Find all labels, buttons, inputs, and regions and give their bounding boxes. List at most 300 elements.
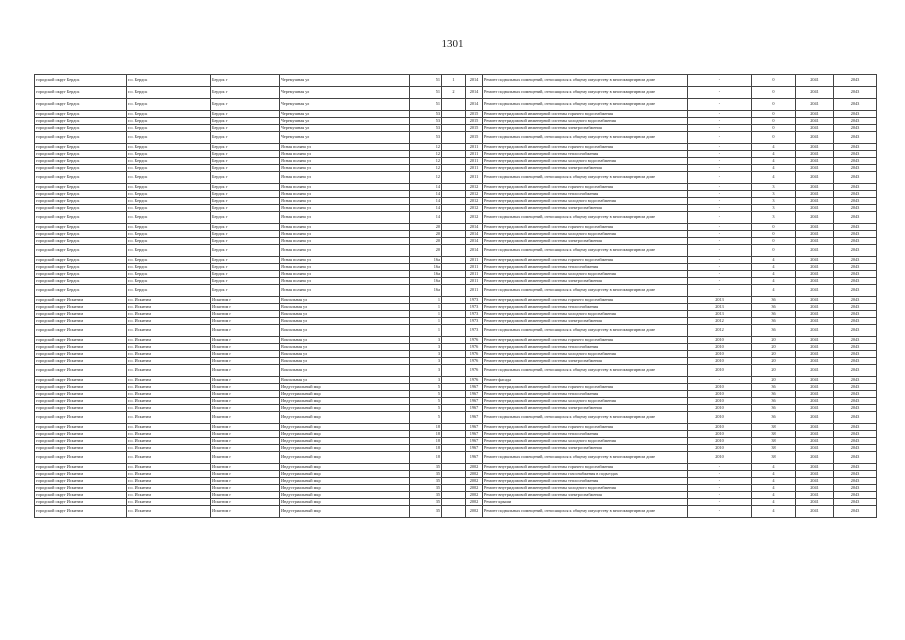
locality-cell: Искитим г: [211, 325, 280, 337]
locality-cell: Бердск г: [211, 264, 280, 271]
house-number-cell: 53: [410, 111, 442, 118]
building-cell: [442, 351, 466, 358]
municipality-cell: г.о. Искитим: [127, 485, 211, 492]
street-cell: Ясная поляна ул: [280, 191, 410, 198]
amount-cell: 4: [752, 285, 796, 297]
municipality-cell: г.о. Бердск: [127, 111, 211, 118]
last-repair-cell: -: [688, 132, 752, 144]
municipality-cell: г.о. Искитим: [127, 325, 211, 337]
locality-cell: Бердск г: [211, 132, 280, 144]
district-cell: городской округ Бердск: [35, 99, 127, 111]
locality-cell: Искитим г: [211, 304, 280, 311]
district-cell: городской округ Искитим: [35, 431, 127, 438]
locality-cell: Искитим г: [211, 464, 280, 471]
start-year-cell: 2041: [796, 271, 834, 278]
municipality-cell: г.о. Искитим: [127, 384, 211, 391]
table-row: [35, 412, 877, 424]
end-year-cell: 2043: [834, 151, 877, 158]
house-number-cell: 35: [410, 478, 442, 485]
amount-cell: 4: [752, 158, 796, 165]
end-year-cell: 2043: [834, 238, 877, 245]
work-type-cell: Ремонт внутридомовой инженерной системы электроснабжения: [483, 492, 688, 499]
municipality-cell: г.о. Искитим: [127, 318, 211, 325]
last-repair-cell: -: [688, 238, 752, 245]
building-cell: [442, 224, 466, 231]
building-cell: [442, 125, 466, 132]
house-number-cell: 16а: [410, 257, 442, 264]
last-repair-cell: -: [688, 75, 752, 87]
start-year-cell: 2041: [796, 478, 834, 485]
street-cell: Вокзальная ул: [280, 377, 410, 384]
year-built-cell: 1973: [466, 318, 483, 325]
start-year-cell: 2041: [796, 245, 834, 257]
table-row: [35, 245, 877, 257]
amount-cell: 0: [752, 132, 796, 144]
table-row: [35, 485, 877, 492]
municipality-cell: г.о. Искитим: [127, 478, 211, 485]
district-cell: городской округ Искитим: [35, 445, 127, 452]
year-built-cell: 1976: [466, 377, 483, 384]
work-type-cell: Ремонт подвальных помещений, относящихся к общему имуществу в многоквартирном доме: [483, 87, 688, 99]
municipality-cell: г.о. Бердск: [127, 224, 211, 231]
district-cell: городской округ Искитим: [35, 398, 127, 405]
capital-repair-table: [34, 74, 877, 518]
locality-cell: Искитим г: [211, 431, 280, 438]
end-year-cell: 2043: [834, 398, 877, 405]
locality-cell: Бердск г: [211, 111, 280, 118]
building-cell: [442, 492, 466, 499]
table-row: [35, 304, 877, 311]
district-cell: городской округ Искитим: [35, 485, 127, 492]
building-cell: 2: [442, 87, 466, 99]
building-cell: [442, 151, 466, 158]
street-cell: Вокзальная ул: [280, 318, 410, 325]
work-type-cell: Ремонт подвальных помещений, относящихся к общему имуществу в многоквартирном доме: [483, 506, 688, 518]
work-type-cell: Ремонт фасада: [483, 377, 688, 384]
last-repair-cell: 2010: [688, 344, 752, 351]
locality-cell: Бердск г: [211, 75, 280, 87]
district-cell: городской округ Бердск: [35, 151, 127, 158]
end-year-cell: 2043: [834, 205, 877, 212]
year-built-cell: 2011: [466, 151, 483, 158]
house-number-cell: 12: [410, 158, 442, 165]
end-year-cell: 2043: [834, 191, 877, 198]
start-year-cell: 2041: [796, 111, 834, 118]
house-number-cell: 1: [410, 318, 442, 325]
amount-cell: 3: [752, 205, 796, 212]
work-type-cell: Ремонт внутридомовой инженерной системы горячего водоснабжения: [483, 184, 688, 191]
end-year-cell: 2043: [834, 405, 877, 412]
house-number-cell: 5: [410, 398, 442, 405]
municipality-cell: г.о. Бердск: [127, 191, 211, 198]
building-cell: [442, 191, 466, 198]
work-type-cell: Ремонт внутридомовой инженерной системы электроснабжения: [483, 318, 688, 325]
locality-cell: Искитим г: [211, 391, 280, 398]
amount-cell: 3: [752, 212, 796, 224]
start-year-cell: 2041: [796, 492, 834, 499]
municipality-cell: г.о. Искитим: [127, 358, 211, 365]
end-year-cell: 2043: [834, 377, 877, 384]
year-built-cell: 1967: [466, 398, 483, 405]
building-cell: [442, 198, 466, 205]
street-cell: Ясная поляна ул: [280, 184, 410, 191]
amount-cell: 4: [752, 165, 796, 172]
locality-cell: Искитим г: [211, 478, 280, 485]
house-number-cell: 12: [410, 151, 442, 158]
municipality-cell: г.о. Искитим: [127, 344, 211, 351]
locality-cell: Искитим г: [211, 471, 280, 478]
end-year-cell: 2043: [834, 87, 877, 99]
work-type-cell: Ремонт крыши: [483, 499, 688, 506]
locality-cell: Бердск г: [211, 231, 280, 238]
end-year-cell: 2043: [834, 391, 877, 398]
start-year-cell: 2041: [796, 224, 834, 231]
year-built-cell: 2011: [466, 285, 483, 297]
house-number-cell: 12: [410, 172, 442, 184]
street-cell: Индустриальный мкр: [280, 499, 410, 506]
year-built-cell: 1967: [466, 424, 483, 431]
work-type-cell: Ремонт внутридомовой инженерной системы электроснабжения: [483, 125, 688, 132]
locality-cell: Бердск г: [211, 224, 280, 231]
work-type-cell: Ремонт внутридомовой инженерной системы горячего водоснабжения: [483, 464, 688, 471]
last-repair-cell: -: [688, 212, 752, 224]
municipality-cell: г.о. Бердск: [127, 278, 211, 285]
table-row: [35, 87, 877, 99]
table-row: [35, 264, 877, 271]
start-year-cell: 2041: [796, 212, 834, 224]
end-year-cell: 2043: [834, 478, 877, 485]
municipality-cell: г.о. Искитим: [127, 438, 211, 445]
locality-cell: Искитим г: [211, 452, 280, 464]
year-built-cell: 2002: [466, 492, 483, 499]
start-year-cell: 2041: [796, 311, 834, 318]
municipality-cell: г.о. Бердск: [127, 257, 211, 264]
locality-cell: Бердск г: [211, 212, 280, 224]
house-number-cell: 14: [410, 198, 442, 205]
house-number-cell: 18: [410, 424, 442, 431]
year-built-cell: 2011: [466, 278, 483, 285]
district-cell: городской округ Искитим: [35, 318, 127, 325]
amount-cell: 4: [752, 464, 796, 471]
end-year-cell: 2043: [834, 471, 877, 478]
amount-cell: 4: [752, 471, 796, 478]
amount-cell: 3: [752, 191, 796, 198]
year-built-cell: 2011: [466, 144, 483, 151]
work-type-cell: Ремонт внутридомовой инженерной системы электроснабжения: [483, 205, 688, 212]
building-cell: [442, 285, 466, 297]
district-cell: городской округ Бердск: [35, 75, 127, 87]
district-cell: городской округ Искитим: [35, 358, 127, 365]
district-cell: городской округ Искитим: [35, 471, 127, 478]
work-type-cell: Ремонт подвальных помещений, относящихся к общему имуществу в многоквартирном доме: [483, 172, 688, 184]
table-row: [35, 278, 877, 285]
street-cell: Черемушная ул: [280, 132, 410, 144]
municipality-cell: г.о. Искитим: [127, 424, 211, 431]
house-number-cell: 3: [410, 351, 442, 358]
end-year-cell: 2043: [834, 311, 877, 318]
work-type-cell: Ремонт внутридомовой инженерной системы электроснабжения: [483, 405, 688, 412]
table-row: [35, 132, 877, 144]
start-year-cell: 2041: [796, 431, 834, 438]
building-cell: [442, 184, 466, 191]
work-type-cell: Ремонт внутридомовой инженерной системы теплоснабжения: [483, 304, 688, 311]
end-year-cell: 2043: [834, 344, 877, 351]
amount-cell: 20: [752, 344, 796, 351]
table-row: [35, 191, 877, 198]
amount-cell: 4: [752, 499, 796, 506]
end-year-cell: 2043: [834, 184, 877, 191]
work-type-cell: Ремонт подвальных помещений, относящихся к общему имуществу в многоквартирном доме: [483, 325, 688, 337]
start-year-cell: 2041: [796, 438, 834, 445]
locality-cell: Бердск г: [211, 99, 280, 111]
house-number-cell: 18: [410, 452, 442, 464]
building-cell: [442, 344, 466, 351]
municipality-cell: г.о. Бердск: [127, 212, 211, 224]
table-row: [35, 405, 877, 412]
house-number-cell: 35: [410, 506, 442, 518]
table-row: [35, 464, 877, 471]
work-type-cell: Ремонт внутридомовой инженерной системы теплоснабжения: [483, 391, 688, 398]
municipality-cell: г.о. Искитим: [127, 445, 211, 452]
building-cell: [442, 464, 466, 471]
municipality-cell: г.о. Искитим: [127, 492, 211, 499]
year-built-cell: 1967: [466, 391, 483, 398]
house-number-cell: 5: [410, 405, 442, 412]
locality-cell: Искитим г: [211, 365, 280, 377]
end-year-cell: 2043: [834, 271, 877, 278]
year-built-cell: 2011: [466, 264, 483, 271]
year-built-cell: 2014: [466, 75, 483, 87]
table-row: [35, 499, 877, 506]
street-cell: Вокзальная ул: [280, 325, 410, 337]
street-cell: Индустриальный мкр: [280, 405, 410, 412]
table-row: [35, 391, 877, 398]
amount-cell: 0: [752, 111, 796, 118]
house-number-cell: 51: [410, 75, 442, 87]
year-built-cell: 2015: [466, 111, 483, 118]
end-year-cell: 2043: [834, 424, 877, 431]
building-cell: [442, 304, 466, 311]
work-type-cell: Ремонт внутридомовой инженерной системы теплоснабжения: [483, 431, 688, 438]
municipality-cell: г.о. Бердск: [127, 151, 211, 158]
street-cell: Ясная поляна ул: [280, 224, 410, 231]
end-year-cell: 2043: [834, 452, 877, 464]
district-cell: городской округ Искитим: [35, 405, 127, 412]
street-cell: Индустриальный мкр: [280, 506, 410, 518]
amount-cell: 20: [752, 337, 796, 344]
table-row: [35, 231, 877, 238]
table-row: [35, 257, 877, 264]
building-cell: [442, 391, 466, 398]
table-row: [35, 325, 877, 337]
street-cell: Индустриальный мкр: [280, 398, 410, 405]
year-built-cell: 2014: [466, 224, 483, 231]
amount-cell: 4: [752, 278, 796, 285]
last-repair-cell: -: [688, 499, 752, 506]
municipality-cell: г.о. Искитим: [127, 297, 211, 304]
last-repair-cell: -: [688, 245, 752, 257]
last-repair-cell: 2010: [688, 412, 752, 424]
last-repair-cell: 2010: [688, 424, 752, 431]
municipality-cell: г.о. Бердск: [127, 158, 211, 165]
end-year-cell: 2043: [834, 144, 877, 151]
house-number-cell: 12: [410, 144, 442, 151]
amount-cell: 20: [752, 377, 796, 384]
street-cell: Вокзальная ул: [280, 311, 410, 318]
start-year-cell: 2041: [796, 184, 834, 191]
street-cell: Ясная поляна ул: [280, 144, 410, 151]
last-repair-cell: -: [688, 198, 752, 205]
end-year-cell: 2043: [834, 445, 877, 452]
end-year-cell: 2043: [834, 464, 877, 471]
table-row: [35, 506, 877, 518]
work-type-cell: Ремонт подвальных помещений, относящихся к общему имуществу в многоквартирном доме: [483, 245, 688, 257]
last-repair-cell: -: [688, 478, 752, 485]
year-built-cell: 2012: [466, 212, 483, 224]
end-year-cell: 2043: [834, 198, 877, 205]
last-repair-cell: -: [688, 464, 752, 471]
start-year-cell: 2041: [796, 471, 834, 478]
year-built-cell: 2012: [466, 198, 483, 205]
last-repair-cell: 2010: [688, 351, 752, 358]
municipality-cell: г.о. Искитим: [127, 464, 211, 471]
district-cell: городской округ Бердск: [35, 205, 127, 212]
street-cell: Ясная поляна ул: [280, 238, 410, 245]
district-cell: городской округ Искитим: [35, 438, 127, 445]
start-year-cell: 2041: [796, 337, 834, 344]
locality-cell: Искитим г: [211, 311, 280, 318]
work-type-cell: Ремонт подвальных помещений, относящихся к общему имуществу в многоквартирном доме: [483, 285, 688, 297]
work-type-cell: Ремонт внутридомовой инженерной системы теплоснабжения: [483, 344, 688, 351]
locality-cell: Искитим г: [211, 344, 280, 351]
amount-cell: 4: [752, 172, 796, 184]
amount-cell: 0: [752, 224, 796, 231]
district-cell: городской округ Бердск: [35, 184, 127, 191]
last-repair-cell: -: [688, 471, 752, 478]
table-row: [35, 75, 877, 87]
table-row: [35, 165, 877, 172]
house-number-cell: 1: [410, 304, 442, 311]
house-number-cell: 18: [410, 438, 442, 445]
district-cell: городской округ Бердск: [35, 278, 127, 285]
street-cell: Ясная поляна ул: [280, 212, 410, 224]
end-year-cell: 2043: [834, 165, 877, 172]
building-cell: [442, 99, 466, 111]
year-built-cell: 1973: [466, 325, 483, 337]
amount-cell: 36: [752, 311, 796, 318]
amount-cell: 4: [752, 271, 796, 278]
building-cell: [442, 238, 466, 245]
locality-cell: Бердск г: [211, 278, 280, 285]
amount-cell: 0: [752, 99, 796, 111]
street-cell: Ясная поляна ул: [280, 198, 410, 205]
locality-cell: Искитим г: [211, 412, 280, 424]
table-row: [35, 344, 877, 351]
district-cell: городской округ Искитим: [35, 337, 127, 344]
locality-cell: Бердск г: [211, 118, 280, 125]
year-built-cell: 2011: [466, 257, 483, 264]
last-repair-cell: -: [688, 271, 752, 278]
district-cell: городской округ Бердск: [35, 271, 127, 278]
amount-cell: 0: [752, 87, 796, 99]
district-cell: городской округ Искитим: [35, 424, 127, 431]
year-built-cell: 2014: [466, 87, 483, 99]
table-row: [35, 99, 877, 111]
table-row: [35, 318, 877, 325]
house-number-cell: 35: [410, 492, 442, 499]
building-cell: [442, 118, 466, 125]
building-cell: [442, 297, 466, 304]
municipality-cell: г.о. Искитим: [127, 405, 211, 412]
house-number-cell: 14: [410, 212, 442, 224]
start-year-cell: 2041: [796, 464, 834, 471]
end-year-cell: 2043: [834, 485, 877, 492]
last-repair-cell: 2010: [688, 384, 752, 391]
building-cell: [442, 365, 466, 377]
end-year-cell: 2043: [834, 337, 877, 344]
end-year-cell: 2043: [834, 431, 877, 438]
amount-cell: 3: [752, 184, 796, 191]
year-built-cell: 2011: [466, 271, 483, 278]
end-year-cell: 2043: [834, 506, 877, 518]
year-built-cell: 1973: [466, 304, 483, 311]
house-number-cell: 5: [410, 391, 442, 398]
district-cell: городской округ Бердск: [35, 238, 127, 245]
start-year-cell: 2041: [796, 412, 834, 424]
last-repair-cell: -: [688, 205, 752, 212]
house-number-cell: 1: [410, 311, 442, 318]
district-cell: городской округ Бердск: [35, 111, 127, 118]
street-cell: Вокзальная ул: [280, 358, 410, 365]
year-built-cell: 2015: [466, 118, 483, 125]
table-row: [35, 144, 877, 151]
last-repair-cell: 2010: [688, 398, 752, 405]
building-cell: [442, 478, 466, 485]
year-built-cell: 1967: [466, 384, 483, 391]
end-year-cell: 2043: [834, 285, 877, 297]
house-number-cell: 20: [410, 224, 442, 231]
house-number-cell: 53: [410, 118, 442, 125]
table-row: [35, 297, 877, 304]
work-type-cell: Ремонт внутридомовой инженерной системы горячего водоснабжения: [483, 144, 688, 151]
amount-cell: 36: [752, 297, 796, 304]
building-cell: [442, 212, 466, 224]
district-cell: городской округ Бердск: [35, 257, 127, 264]
start-year-cell: 2041: [796, 344, 834, 351]
house-number-cell: 35: [410, 499, 442, 506]
end-year-cell: 2043: [834, 125, 877, 132]
locality-cell: Бердск г: [211, 125, 280, 132]
last-repair-cell: -: [688, 111, 752, 118]
street-cell: Черемушная ул: [280, 111, 410, 118]
year-built-cell: 1976: [466, 337, 483, 344]
building-cell: [442, 431, 466, 438]
year-built-cell: 1973: [466, 311, 483, 318]
municipality-cell: г.о. Искитим: [127, 304, 211, 311]
house-number-cell: 16а: [410, 271, 442, 278]
amount-cell: 4: [752, 264, 796, 271]
amount-cell: 36: [752, 405, 796, 412]
district-cell: городской округ Искитим: [35, 325, 127, 337]
municipality-cell: г.о. Бердск: [127, 264, 211, 271]
year-built-cell: 2015: [466, 132, 483, 144]
house-number-cell: 51: [410, 87, 442, 99]
house-number-cell: 12: [410, 165, 442, 172]
street-cell: Индустриальный мкр: [280, 391, 410, 398]
house-number-cell: 16а: [410, 278, 442, 285]
end-year-cell: 2043: [834, 438, 877, 445]
table-row: [35, 151, 877, 158]
